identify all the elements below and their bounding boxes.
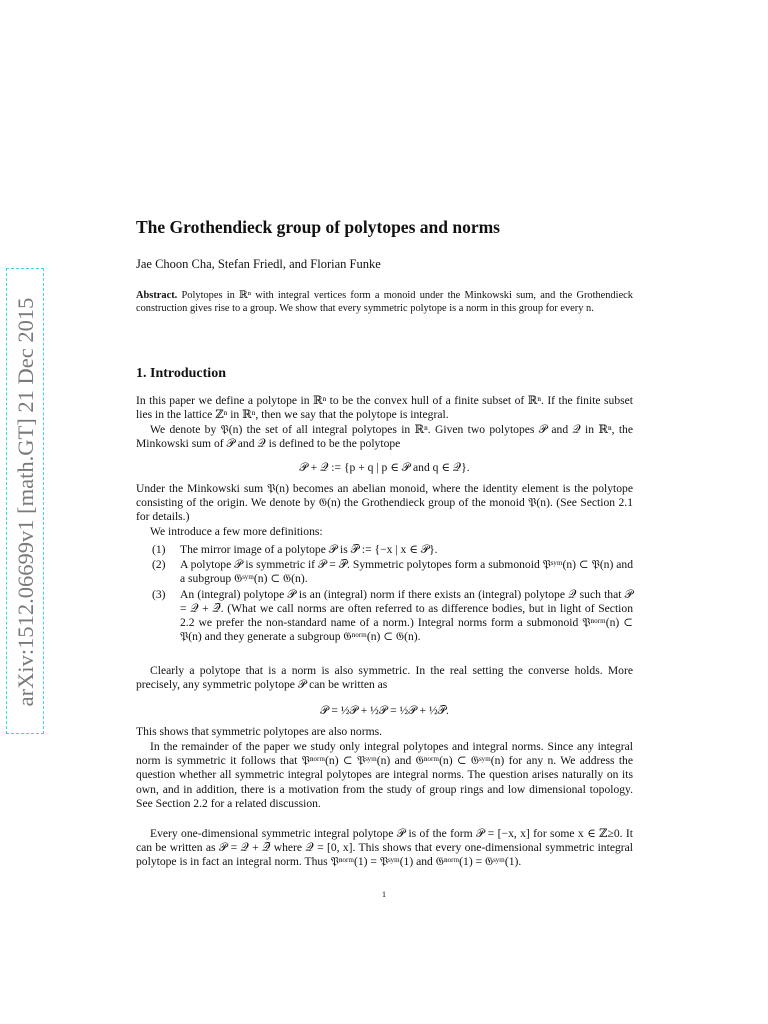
equation-minkowski-sum: 𝒫 + 𝒬 := {p + q | p ∈ 𝒫 and q ∈ 𝒬}. — [299, 461, 470, 474]
list-item-number: (3) — [152, 587, 166, 601]
abstract-label: Abstract. — [136, 290, 178, 301]
paragraph-6: This shows that symmetric polytopes are also norms. — [136, 725, 383, 738]
list-item — [152, 558, 633, 586]
list-item-text: A polytope 𝒫 is symmetric if 𝒫 = 𝒫̅. Symmetric polytopes form a submonoid 𝔓ˢʸᵐ(n) ⊂ 𝔓(n) and a subgroup 𝔊ˢʸᵐ(n) ⊂ 𝔊(n). — [180, 558, 633, 586]
list-item-text: An (integral) polytope 𝒫 is an (integral) norm if there exists an (integral) polytope 𝒬 such that 𝒫 = 𝒬 + 𝒬̅. (What we call norms are often referred to as difference bodies, but in light of Section 2.2 we prefer the non-standard name of a norm.) Integral norms form a submonoid 𝔓ⁿᵒʳᵐ(n) ⊂ 𝔓(n) and they generate a subgroup 𝔊ⁿᵒʳᵐ(n) ⊂ 𝔊(n). — [180, 587, 633, 644]
paragraph-1: In this paper we define a polytope in ℝⁿ to be the convex hull of a finite subset of ℝⁿ. If the finite subset lies in the lattice ℤⁿ in ℝⁿ, then we say that the polytope is integral. — [136, 394, 633, 422]
paragraph-8: Every one-dimensional symmetric integral polytope 𝒫 is of the form 𝒫 = [−x, x] for some x ∈ ℤ≥0. It can be written as 𝒫 = 𝒬 + 𝒬̅ where 𝒬 = [0, x]. This shows that every one-dimensional symmetric integral polytope is in fact an integral norm. Thus 𝔓ⁿᵒʳᵐ(1) = 𝔓ˢʸᵐ(1) and 𝔊ⁿᵒʳᵐ(1) = 𝔊ˢʸᵐ(1). — [136, 827, 633, 869]
list-item-number: (1) — [152, 543, 166, 556]
authors: Jae Choon Cha, Stefan Friedl, and Florian Funke — [136, 257, 381, 271]
section-heading: 1. Introduction — [136, 366, 226, 381]
paragraph-4: We introduce a few more definitions: — [150, 525, 323, 538]
arxiv-stamp-box — [6, 268, 44, 734]
paragraph-5: Clearly a polytope that is a norm is also symmetric. In the real setting the converse holds. More precisely, any symmetric polytope 𝒫 can be written as — [136, 664, 633, 692]
paragraph-3: Under the Minkowski sum 𝔓(n) becomes an abelian monoid, where the identity element is the polytope consisting of the origin. We denote by 𝔊(n) the Grothendieck group of the monoid 𝔓(n). (See Section 2.1 for details.) — [136, 482, 633, 524]
paper-title: The Grothendieck group of polytopes and norms — [136, 217, 500, 237]
paragraph-2: We denote by 𝔓(n) the set of all integral polytopes in ℝⁿ. Given two polytopes 𝒫 and 𝒬 in ℝⁿ, the Minkowski sum of 𝒫 and 𝒬 is defined to be the polytope — [136, 423, 633, 451]
page-number: 1 — [381, 889, 387, 899]
list-item — [152, 588, 633, 645]
equation-symmetric: 𝒫 = ½𝒫 + ½𝒫 = ½𝒫 + ½𝒫̅. — [320, 704, 449, 717]
arxiv-stamp[interactable]: arXiv:1512.06699v1 [math.GT] 21 Dec 2015 — [13, 297, 38, 707]
definition-list — [152, 543, 633, 644]
list-item-number: (2) — [152, 558, 166, 572]
list-item — [152, 543, 633, 557]
list-item-text: The mirror image of a polytope 𝒫 is 𝒫̅ := {−x | x ∈ 𝒫}. — [180, 543, 438, 556]
abstract-text: Polytopes in ℝⁿ with integral vertices form a monoid under the Minkowski sum, and the Grothendieck construction gives rise to a group. We show that every symmetric polytope is a norm in this group for every n. — [136, 290, 633, 315]
abstract — [136, 289, 633, 316]
paragraph-7: In the remainder of the paper we study only integral polytopes and integral norms. Since any integral norm is symmetric it follows that 𝔓ⁿᵒʳᵐ(n) ⊂ 𝔓ˢʸᵐ(n) and 𝔊ⁿᵒʳᵐ(n) ⊂ 𝔊ˢʸᵐ(n) for any n. We address the question whether all symmetric integral polytopes are integral norms. The question arises naturally on its own, and in addition, there is a motivation from the study of group rings and low dimensional topology. See Section 2.2 for a related discussion. — [136, 740, 633, 810]
